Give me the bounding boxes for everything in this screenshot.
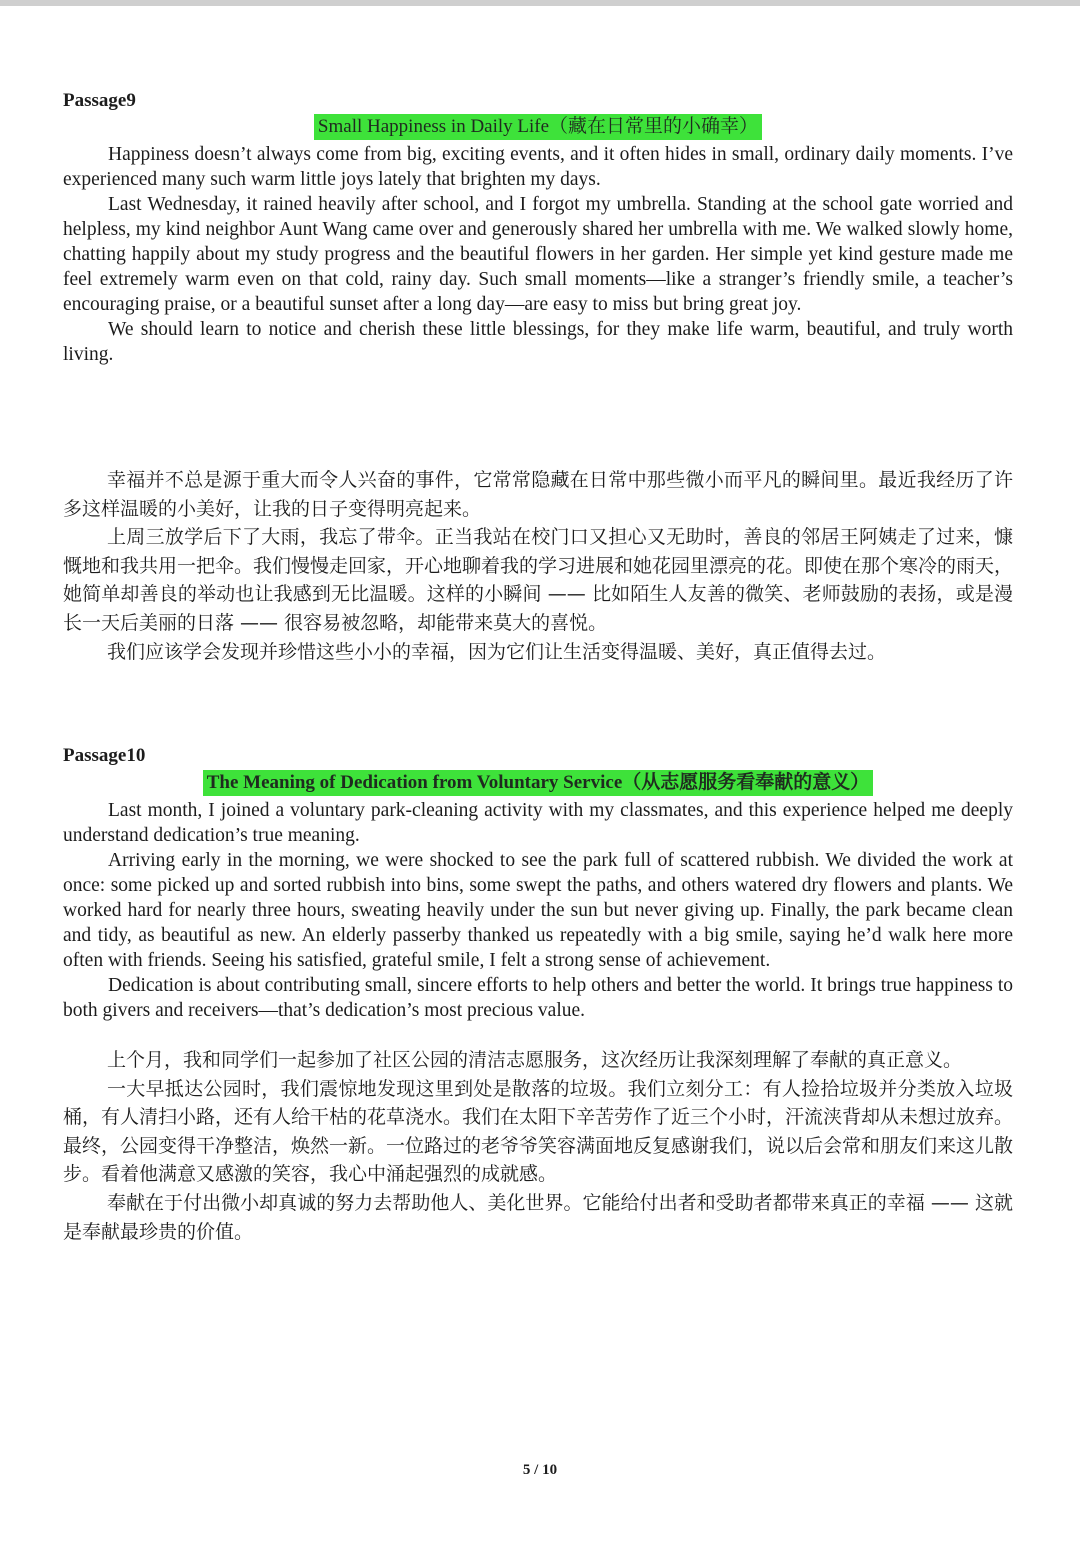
passage-9-zh-paragraph-3: 我们应该学会发现并珍惜这些小小的幸福，因为它们让生活变得温暖、美好，真正值得去过。 xyxy=(107,640,887,663)
page-number: 5 / 10 xyxy=(522,1462,558,1478)
passage-10-zh-paragraph-1: 上个月，我和同学们一起参加了社区公园的清洁志愿服务，这次经历让我深刻理解了奉献的真正意义。 xyxy=(107,1049,963,1071)
passage-9-zh-paragraph-2: 上周三放学后下了大雨，我忘了带伞。正当我站在校门口又担心又无助时，善良的邻居王阿姨走了过来，慷慨地和我共用一把伞。我们慢慢走回家，开心地聊着我的学习进展和她花园里漂亮的花。即使在那个寒冷的雨天，她简单却善良的举动也让我感到无比温暖。这样的小瞬间 —— 比如陌生人友善的微笑、老师鼓励的表扬，或是漫长一天后美丽的日落 —— 很容易被忽略，却能带来莫大的喜悦。 xyxy=(63,526,1014,634)
passage-10-en-paragraph-3: Dedication is about contributing small, sincere efforts to help others and better the world. It brings true happiness to both givers and receivers—that’s dedication’s most precious value. xyxy=(63,975,1013,1021)
passage-9-chinese xyxy=(63,466,1013,666)
passage-10-en-paragraph-1: Last month, I joined a voluntary park-cleaning activity with my classmates, and this experience helped me deeply understand dedication’s true meaning. xyxy=(63,800,1013,846)
page-top-edge xyxy=(0,0,1080,6)
passage-9-label: Passage9 xyxy=(63,90,136,111)
passage-9-title-wrap xyxy=(63,114,1013,140)
passage-9-zh-paragraph-1: 幸福并不总是源于重大而令人兴奋的事件，它常常隐藏在日常中那些微小而平凡的瞬间里。最近我经历了许多这样温暖的小美好，让我的日子变得明亮起来。 xyxy=(63,469,1013,520)
passage-10-english xyxy=(63,798,1013,1023)
passage-10-title-wrap xyxy=(63,770,1013,796)
passage-10-chinese xyxy=(63,1046,1013,1246)
passage-9-en-paragraph-3: We should learn to notice and cherish these little blessings, for they make life warm, beautiful, and truly worth living. xyxy=(63,319,1013,365)
passage-9-en-paragraph-1: Happiness doesn’t always come from big, exciting events, and it often hides in small, ordinary daily moments. I’ve experienced many such warm little joys lately that brighten my days. xyxy=(63,144,1013,190)
passage-10-en-paragraph-2: Arriving early in the morning, we were shocked to see the park full of scattered rubbish. We divided the work at once: some picked up and sorted rubbish into bins, some swept the paths, and others watered dry flowers and plants. We worked hard for nearly three hours, sweating heavily under the sun but never giving up. Finally, the park became clean and tidy, as beautiful as new. An elderly passerby thanked us repeatedly with a big smile, saying he’d walk here more often with friends. Seeing his satisfied, grateful smile, I felt a strong sense of achievement. xyxy=(63,850,1013,971)
passage-10-zh-paragraph-3: 奉献在于付出微小却真诚的努力去帮助他人、美化世界。它能给付出者和受助者都带来真正的幸福 —— 这就是奉献最珍贵的价值。 xyxy=(63,1191,1013,1243)
passage-10-zh-paragraph-2: 一大早抵达公园时，我们震惊地发现这里到处是散落的垃圾。我们立刻分工：有人捡拾垃圾并分类放入垃圾桶，有人清扫小路，还有人给干枯的花草浇水。我们在太阳下辛苦劳作了近三个小时，汗流浃背却从未想过放弃。最终，公园变得干净整洁，焕然一新。一位路过的老爷爷笑容满面地反复感谢我们，说以后会常和朋友们来这儿散步。看着他满意又感激的笑容，我心中涌起强烈的成就感。 xyxy=(63,1077,1014,1186)
passage-10-label: Passage10 xyxy=(63,745,146,766)
passage-9-english xyxy=(63,142,1013,367)
passage-9-en-paragraph-2: Last Wednesday, it rained heavily after school, and I forgot my umbrella. Standing at the school gate worried and helpless, my kind neighbor Aunt Wang came over and generously shared her umbrella with me. We walked slowly home, chatting happily about my study progress and the beautiful flowers in her garden. Her simple yet kind gesture made me feel extremely warm even on that cold, rainy day. Such small moments—like a stranger’s friendly smile, a teacher’s encouraging praise, or a beautiful sunset after a long day—are easy to miss but bring great joy. xyxy=(63,194,1013,315)
passage-10-title: The Meaning of Dedication from Voluntary Service（从志愿服务看奉献的意义） xyxy=(203,770,874,796)
passage-9-title: Small Happiness in Daily Life（藏在日常里的小确幸） xyxy=(314,114,762,140)
